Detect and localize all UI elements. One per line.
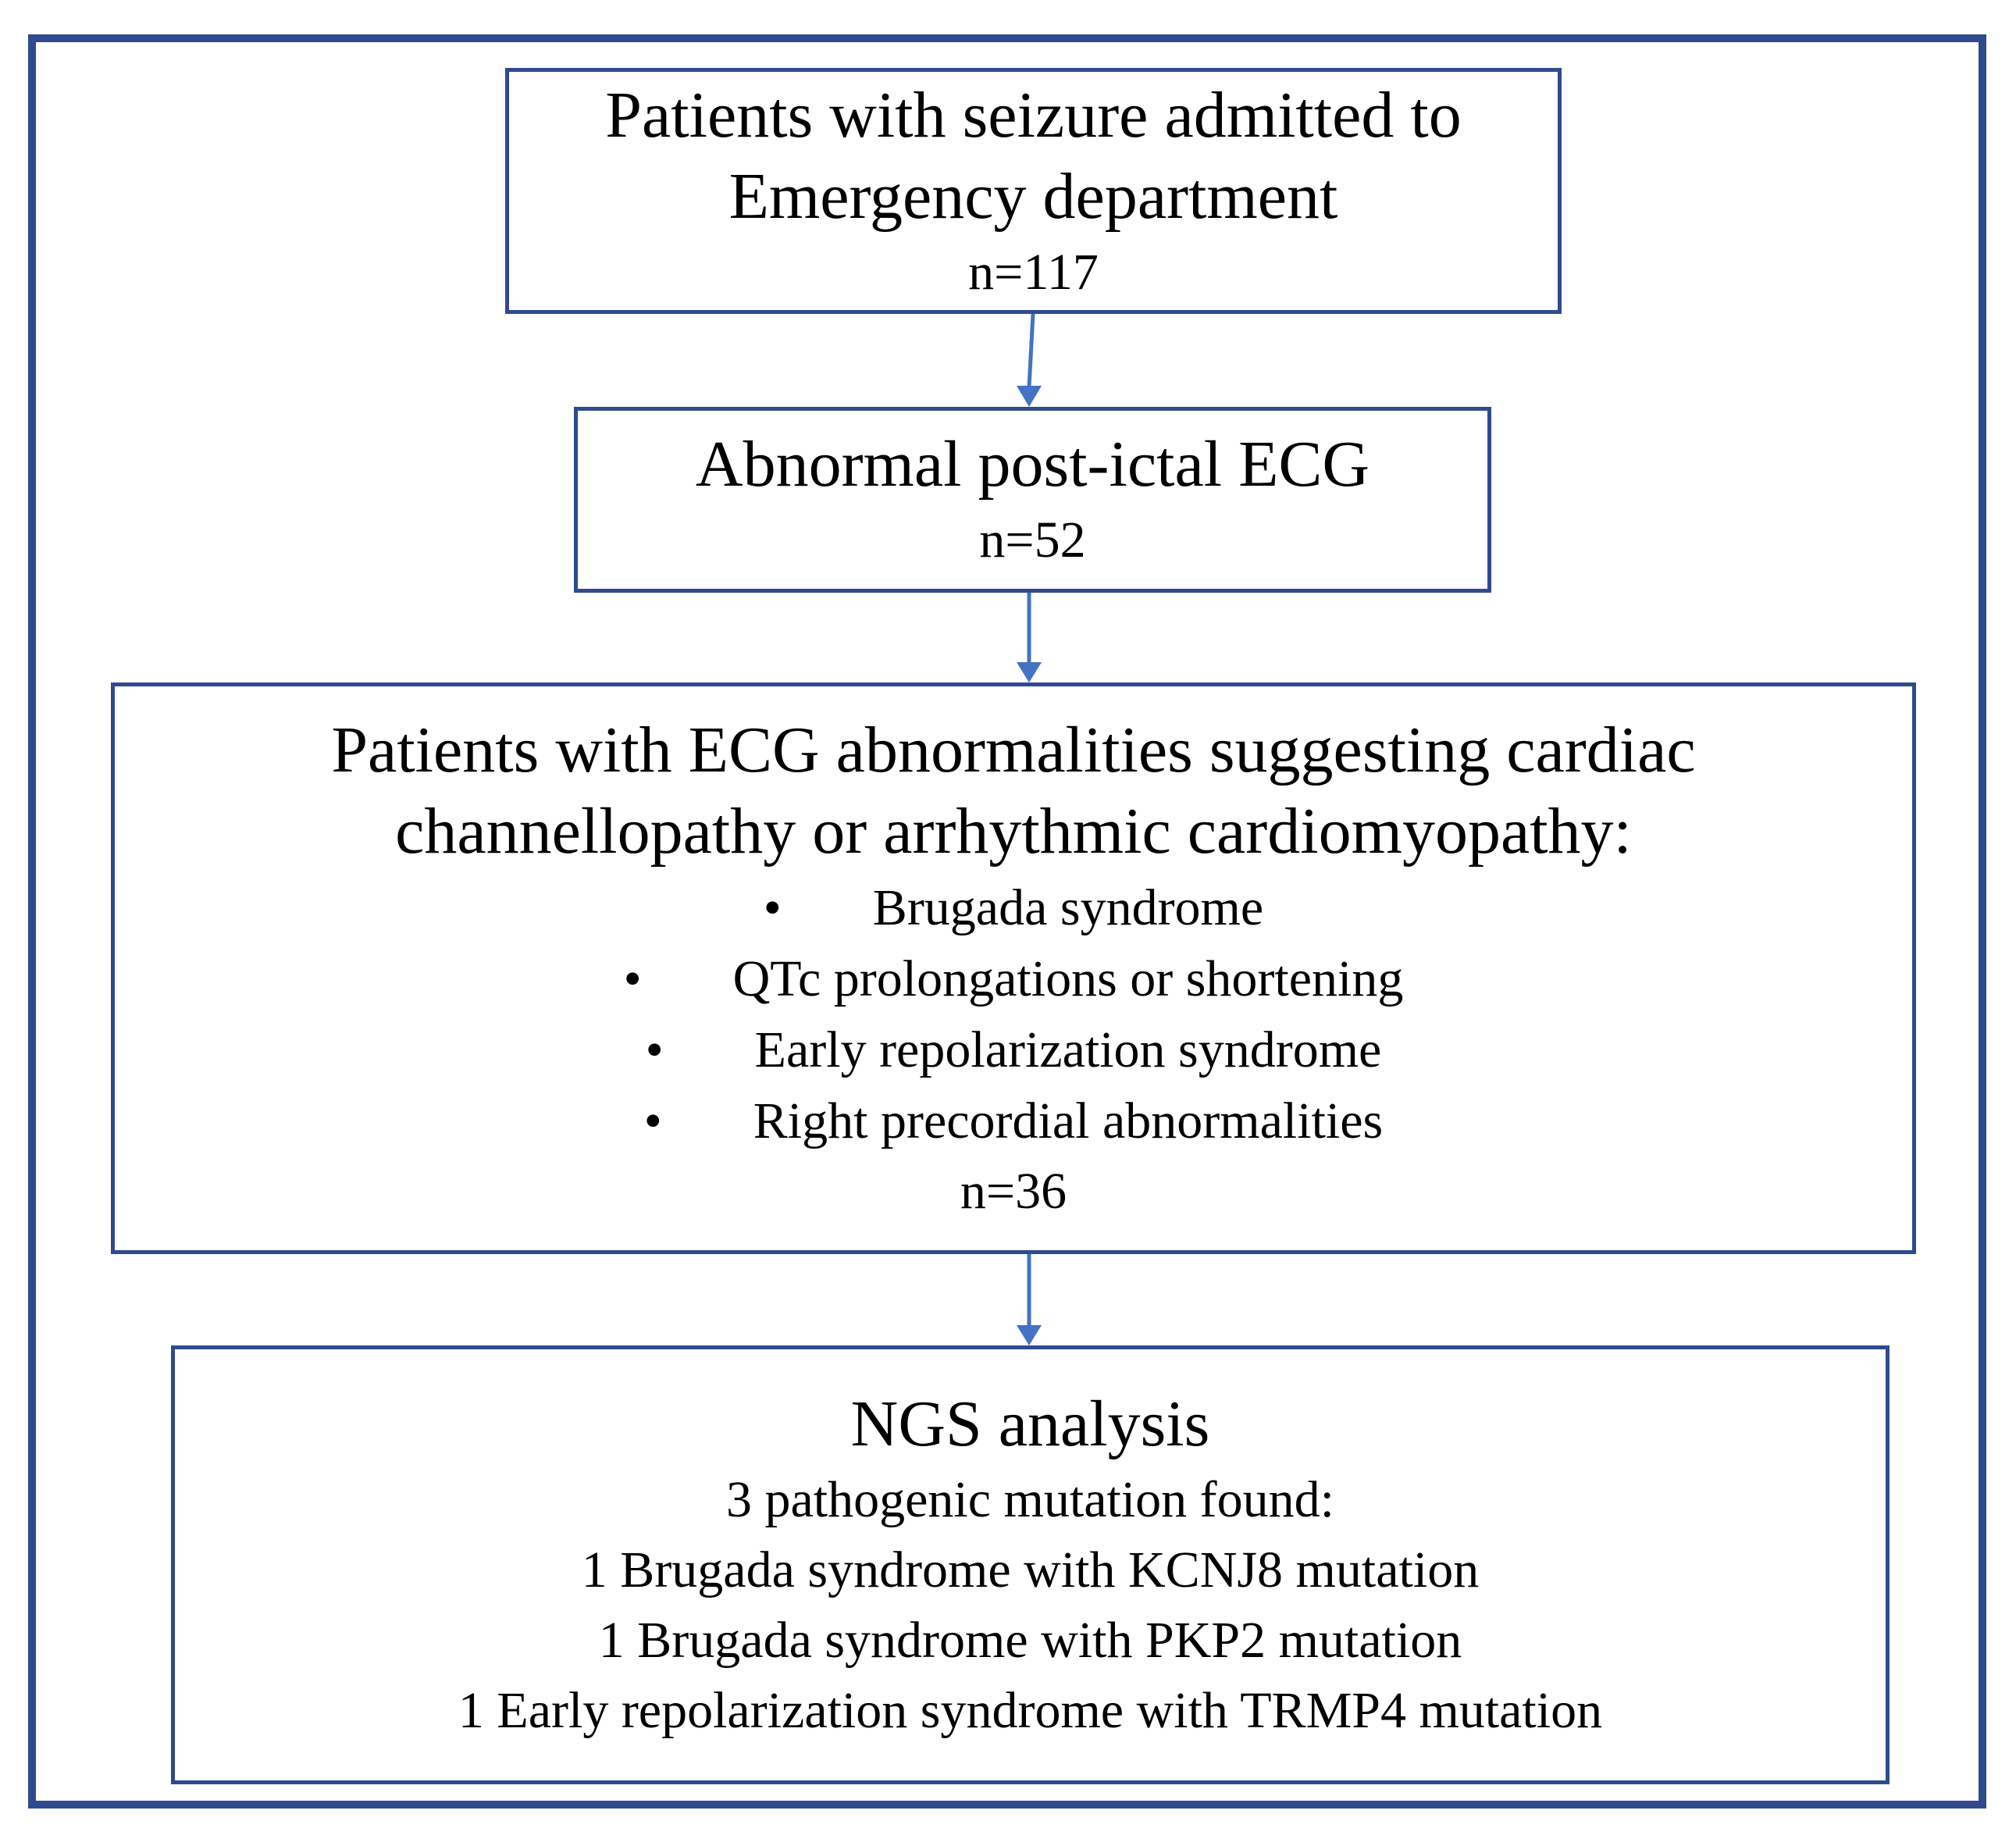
box4-finding: 1 Brugada syndrome with PKP2 mutation: [598, 1612, 1462, 1669]
bullet-text: Early repolarization syndrome: [754, 1021, 1382, 1078]
arrow-1: [1017, 314, 1042, 407]
bullet-text: Brugada syndrome: [872, 879, 1264, 936]
box-patients-admitted: [505, 68, 1562, 314]
box-ecg-abnormalities: [111, 682, 1916, 1254]
box4-subtitle: 3 pathogenic mutation found:: [725, 1471, 1334, 1528]
box1-line2: Emergency department: [728, 159, 1338, 233]
box-ngs-analysis: [171, 1345, 1890, 1784]
box-abnormal-ecg: [574, 407, 1491, 593]
bullet-text: Right precordial abnormalities: [753, 1092, 1384, 1149]
bullet-dot: •: [645, 1021, 664, 1078]
arrow-3: [1017, 1254, 1042, 1345]
box4-finding: 1 Early repolarization syndrome with TRMP4 mutation: [458, 1682, 1603, 1739]
box4-title: NGS analysis: [850, 1388, 1210, 1460]
box2-count: n=52: [979, 511, 1086, 568]
box1-count: n=117: [968, 243, 1099, 301]
box3-count: n=36: [960, 1163, 1067, 1220]
bullet-dot: •: [763, 879, 782, 936]
bullet-dot: •: [623, 950, 642, 1007]
bullet-item: [624, 1014, 1404, 1085]
bullet-item: [624, 943, 1404, 1014]
bullet-text: QTc prolongations or shortening: [732, 950, 1404, 1007]
box4-finding: 1 Brugada syndrome with KCNJ8 mutation: [581, 1541, 1480, 1598]
bullet-item: [624, 1085, 1404, 1156]
box3-line1: Patients with ECG abnormalities suggesting cardiac: [331, 714, 1696, 786]
bullet-item: [624, 872, 1404, 943]
box2-line1: Abnormal post-ictal ECG: [695, 428, 1370, 501]
bullet-dot: •: [643, 1092, 662, 1149]
box3-bullet-list: [624, 872, 1404, 1156]
box3-line2: channellopathy or arrhythmic cardiomyopathy:: [395, 795, 1632, 868]
arrow-2: [1017, 593, 1042, 682]
box1-line1: Patients with seizure admitted to: [605, 78, 1462, 151]
